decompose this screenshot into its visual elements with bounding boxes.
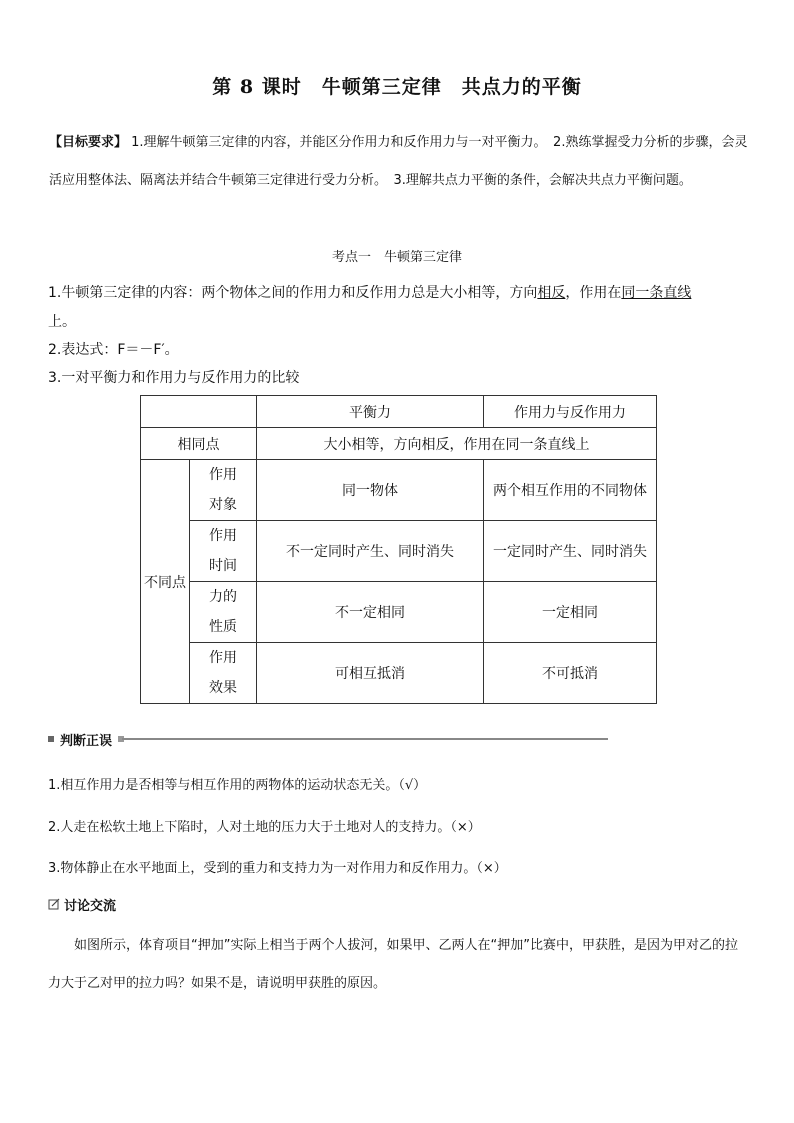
table-row [141,643,657,704]
row-label: 力的 性质 [190,582,257,643]
edit-icon [48,898,60,910]
comparison-table [140,395,657,704]
judge-heading: 判断正误 [60,734,113,749]
table-row [141,582,657,643]
col-header-action-reaction: 作用力与反作用力 [484,396,657,428]
table-row [141,460,657,521]
learning-goals [49,124,749,200]
expression: 2.表达式：F＝－F′。 [48,342,179,358]
law-blank-1: 相反 [537,285,566,301]
discussion-text: 如图所示，体育项目“押加”实际上相当于两个人拔河，如果甲、乙两人在“押加”比赛中，甲获胜，是因为甲对乙的拉力大于乙对甲的拉力吗？如果不是，请说明甲获胜的原因。 [48,938,738,991]
law-content [48,282,691,302]
cell-balance: 不一定同时产生、同时消失 [257,521,484,582]
same-value: 大小相等，方向相反，作用在同一条直线上 [257,428,657,460]
law-content-end: 上。 [48,314,76,330]
law-text-b: ，作用在 [565,285,622,301]
row-label: 作用 效果 [190,643,257,704]
table-header-row [141,396,657,428]
section-heading: 考点一 牛顿第三定律 [331,250,462,265]
law-blank-2: 同一条直线 [621,285,692,301]
row-label: 作用 对象 [190,460,257,521]
cell-action-reaction: 一定同时产生、同时消失 [484,521,657,582]
table-row-same [141,428,657,460]
goals-tag: 【目标要求】 [49,135,128,150]
cell-action-reaction: 不可抵消 [484,643,657,704]
judge-item: 2.人走在松软土地上下陷时，人对土地的压力大于土地对人的支持力。（×） [48,820,481,835]
law-text-a: 1.牛顿第三定律的内容：两个物体之间的作用力和反作用力总是大小相等，方向 [48,285,538,301]
discussion-heading: 讨论交流 [64,899,117,914]
goals-text: 1.理解牛顿第三定律的内容，并能区分作用力和反作用力与一对平衡力。 2.熟练掌握受力分析的步骤，会灵活应用整体法、隔离法并结合牛顿第三定律进行受力分析。 3.理解共点力平衡的条件，会解决共点力平衡问题。 [49,135,748,188]
table-row [141,521,657,582]
col-header-balance: 平衡力 [257,396,484,428]
cell-balance: 可相互抵消 [257,643,484,704]
cell-balance: 不一定相同 [257,582,484,643]
same-label: 相同点 [141,428,257,460]
comparison-intro: 3.一对平衡力和作用力与反作用力的比较 [48,370,300,386]
judge-item: 1.相互作用力是否相等与相互作用的两物体的运动状态无关。（√） [48,778,427,793]
cell-action-reaction: 一定相同 [484,582,657,643]
diff-label: 不同点 [141,460,190,704]
cell-balance: 同一物体 [257,460,484,521]
judge-item: 3.物体静止在水平地面上，受到的重力和支持力为一对作用力和反作用力。（×） [48,861,507,876]
table-corner [141,396,257,428]
page-title: 第 8 课时 牛顿第三定律 共点力的平衡 [212,76,582,98]
section-divider [122,738,608,740]
row-label: 作用 时间 [190,521,257,582]
cell-action-reaction: 两个相互作用的不同物体 [484,460,657,521]
section-bullet-icon [48,736,54,742]
